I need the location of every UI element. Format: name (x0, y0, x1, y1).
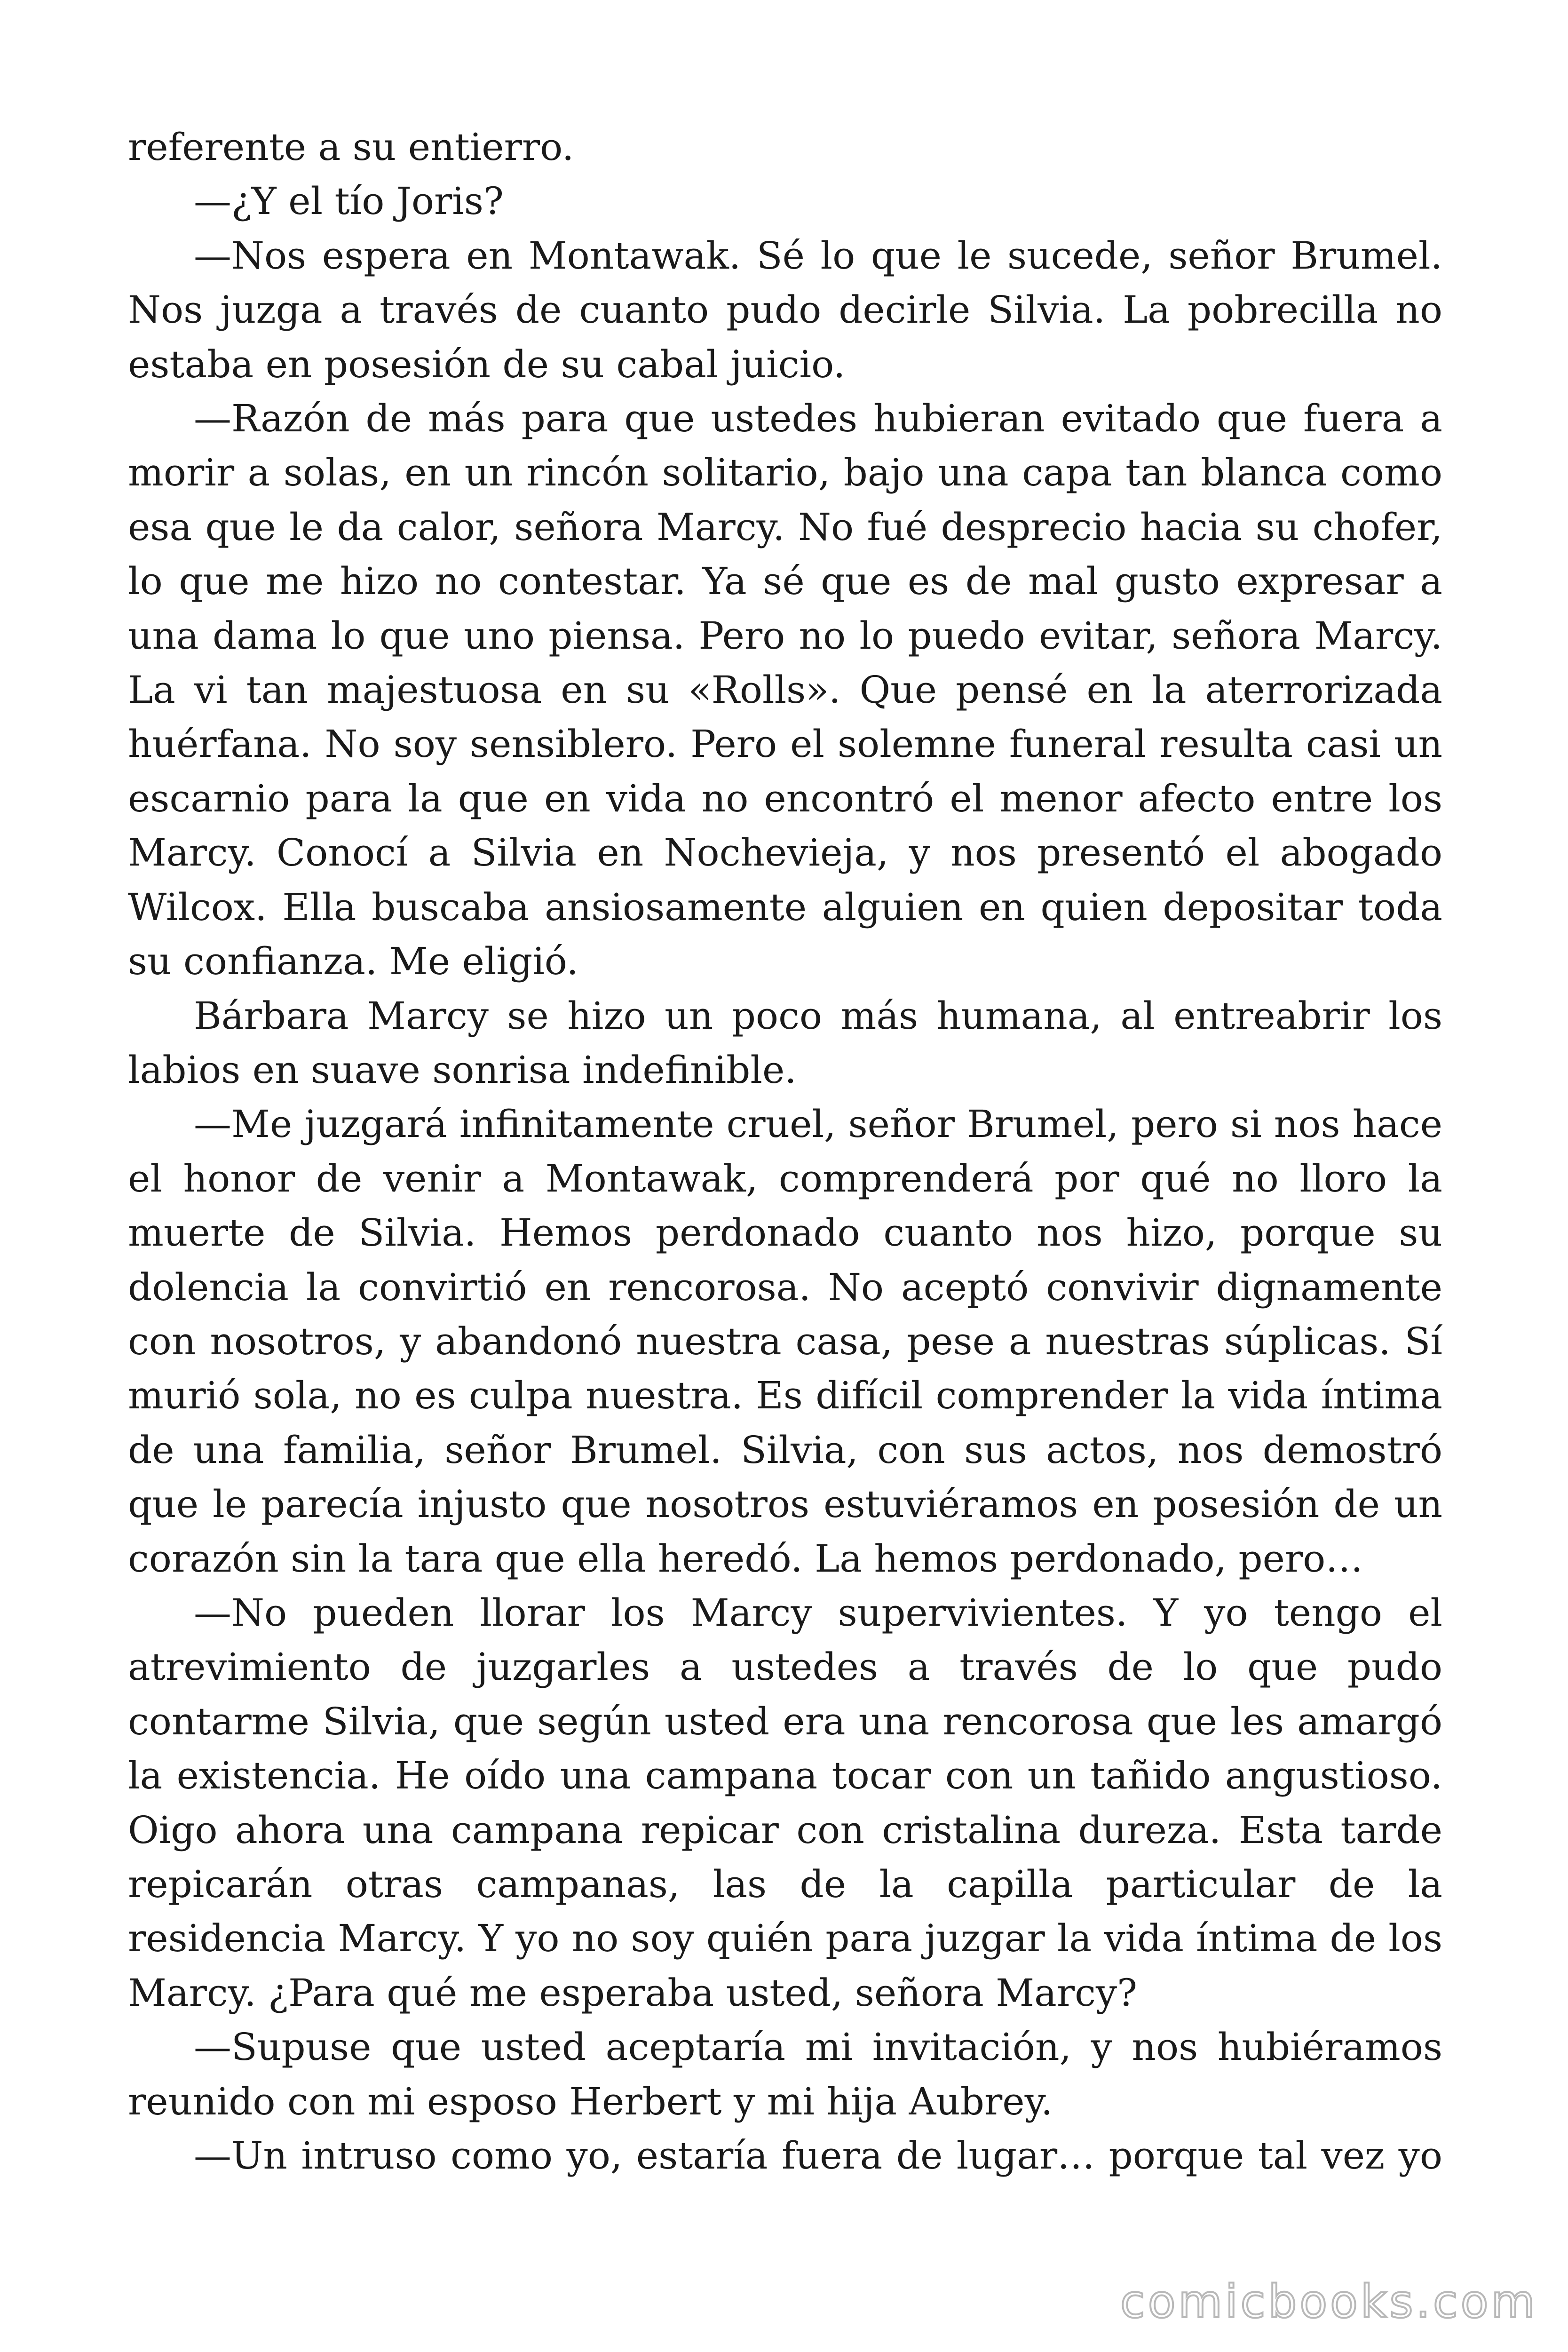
paragraph-6: —Me juzgará infinitamente cruel, señor Brumel, pero si nos hace el honor de venir a Montawak, comprenderá por qué no lloro la muerte de Silvia. Hemos perdonado cuanto nos hizo, porque su dolencia la convirtió en rencorosa. No aceptó convivir dignamente con nosotros, y abandonó nuestra casa, pese a nuestras súplicas. Sí murió sola, no es culpa nuestra. Es difícil comprender la vida íntima de una familia, señor Brumel. Silvia, con sus actos, nos demostró que le parecía injusto que nosotros estuviéramos en posesión de un corazón sin la tara que ella heredó. La hemos perdonado, pero… (128, 1102, 1442, 1581)
paragraph-1: referente a su entierro. (128, 125, 574, 169)
paragraph-7: —No pueden llorar los Marcy supervivientes. Y yo tengo el atrevimiento de juzgarles a ustedes a través de lo que pudo contarme Silvia, que según usted era una rencorosa que les amargó la existencia. He oído una campana tocar con un tañido angustioso. Oigo ahora una campana repicar con cristalina dureza. Esta tarde repicarán otras campanas, las de la capilla particular de la residencia Marcy. Y yo no soy quién para juzgar la vida íntima de los Marcy. ¿Para qué me esperaba usted, señora Marcy? (128, 1590, 1442, 2015)
paragraph-4: —Razón de más para que ustedes hubieran evitado que fuera a morir a solas, en un rincón solitario, bajo una capa tan blanca como esa que le da calor, señora Marcy. No fué desprecio hacia su chofer, lo que me hizo no contestar. Ya sé que es de mal gusto expresar a una dama lo que uno piensa. Pero no lo puedo evitar, señora Marcy. La vi tan majestuosa en su «Rolls». Que pensé en la aterrorizada huérfana. No soy sensiblero. Pero el solemne funeral resulta casi un escarnio para la que en vida no encontró el menor afecto entre los Marcy. Conocí a Silvia en Nochevieja, y nos presentó el abogado Wilcox. Ella buscaba ansiosamente alguien en quien depositar toda su confianza. Me eligió. (128, 397, 1442, 984)
watermark: comicbooks.com (1120, 2275, 1538, 2328)
paragraph-8: —Supuse que usted aceptaría mi invitación, y nos hubiéramos reunido con mi esposo Herbert y mi hija Aubrey. (128, 2025, 1442, 2123)
paragraph-9: —Un intruso como yo, estaría fuera de lugar… porque tal vez yo (194, 2134, 1442, 2178)
paragraph-3: —Nos espera en Montawak. Sé lo que le sucede, señor Brumel. Nos juzga a través de cuanto pudo decirle Silvia. La pobrecilla no estaba en posesión de su cabal juicio. (128, 233, 1442, 386)
page-text (128, 120, 1442, 2183)
paragraph-5: Bárbara Marcy se hizo un poco más humana, al entreabrir los labios en suave sonrisa indefinible. (128, 993, 1442, 1092)
paragraph-2: —¿Y el tío Joris? (194, 179, 504, 223)
